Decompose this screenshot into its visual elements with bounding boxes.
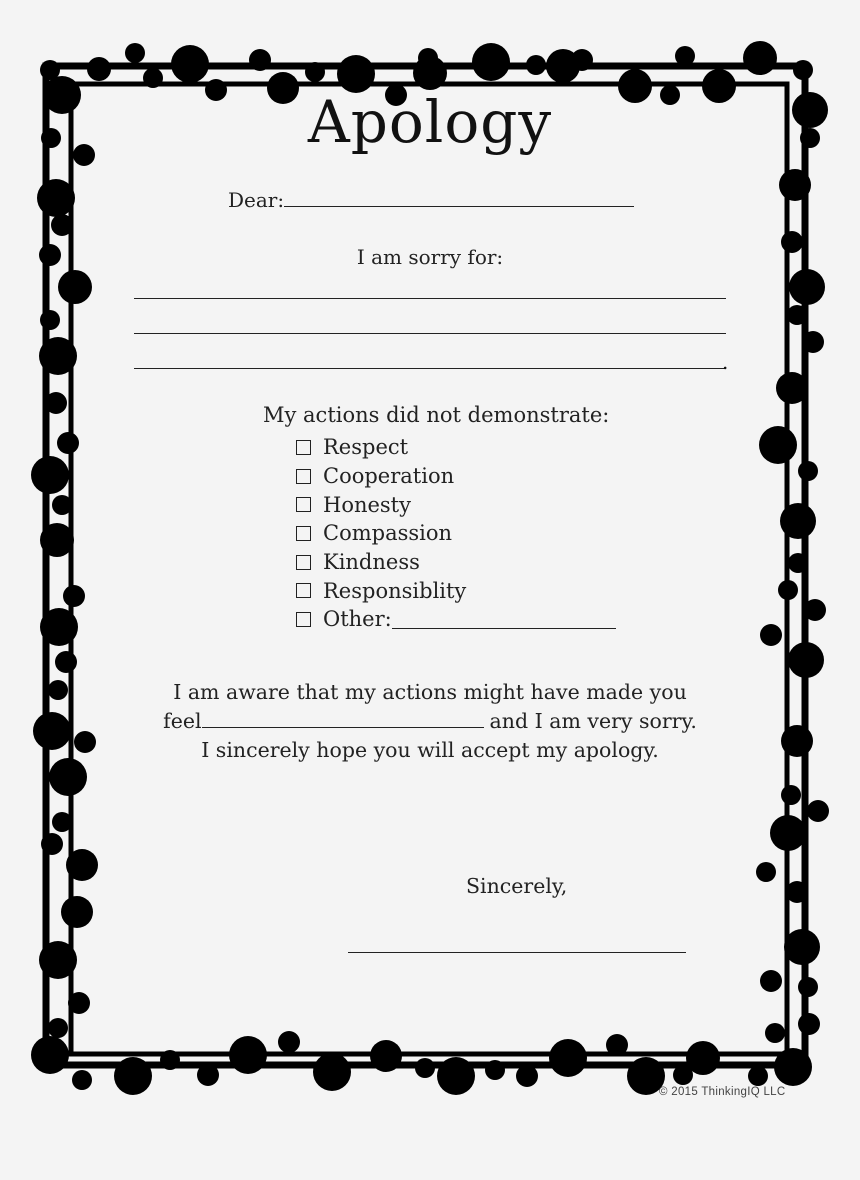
option-label: Other: xyxy=(323,607,392,632)
signature-line[interactable] xyxy=(348,952,686,953)
values-checklist xyxy=(296,433,616,634)
checkbox[interactable] xyxy=(296,555,311,570)
closing-sincerely: Sincerely, xyxy=(466,874,568,898)
sorry-label: I am sorry for: xyxy=(356,245,504,269)
sorry-text: and I am very sorry. xyxy=(489,709,697,733)
aware-line-1: I am aware that my actions might have made you xyxy=(173,680,687,704)
aware-line-3: I sincerely hope you will accept my apology. xyxy=(201,738,659,762)
option-kindness[interactable] xyxy=(296,548,616,577)
other-blank[interactable] xyxy=(392,610,616,629)
option-label: Cooperation xyxy=(323,464,455,489)
option-honesty[interactable] xyxy=(296,490,616,519)
checkbox[interactable] xyxy=(296,469,311,484)
checkbox[interactable] xyxy=(296,497,311,512)
dear-row xyxy=(228,186,634,212)
option-compassion[interactable] xyxy=(296,519,616,548)
option-label: Responsiblity xyxy=(323,578,467,603)
actions-label: My actions did not demonstrate: xyxy=(263,403,610,427)
checkbox[interactable] xyxy=(296,612,311,627)
checkbox[interactable] xyxy=(296,583,311,598)
aware-paragraph xyxy=(0,678,860,765)
option-responsibility[interactable] xyxy=(296,576,616,605)
checkbox[interactable] xyxy=(296,526,311,541)
sorry-line-3[interactable] xyxy=(134,368,726,369)
option-other[interactable] xyxy=(296,605,616,634)
worksheet-title: Apology xyxy=(307,88,553,156)
copyright-notice: © 2015 ThinkingIQ LLC xyxy=(659,1086,786,1098)
option-label: Respect xyxy=(323,435,409,460)
option-label: Compassion xyxy=(323,521,453,546)
sorry-period: . xyxy=(722,350,729,374)
option-label: Kindness xyxy=(323,550,420,575)
feel-label: feel xyxy=(163,709,202,733)
sorry-line-2[interactable] xyxy=(134,333,726,334)
dear-label: Dear: xyxy=(228,188,285,212)
dear-blank[interactable] xyxy=(284,186,634,207)
option-label: Honesty xyxy=(323,492,411,517)
sorry-line-1[interactable] xyxy=(134,298,726,299)
checkbox[interactable] xyxy=(296,440,311,455)
option-respect[interactable] xyxy=(296,433,616,462)
aware-line-2 xyxy=(0,707,860,736)
feel-blank[interactable] xyxy=(202,709,484,728)
option-cooperation[interactable] xyxy=(296,462,616,491)
